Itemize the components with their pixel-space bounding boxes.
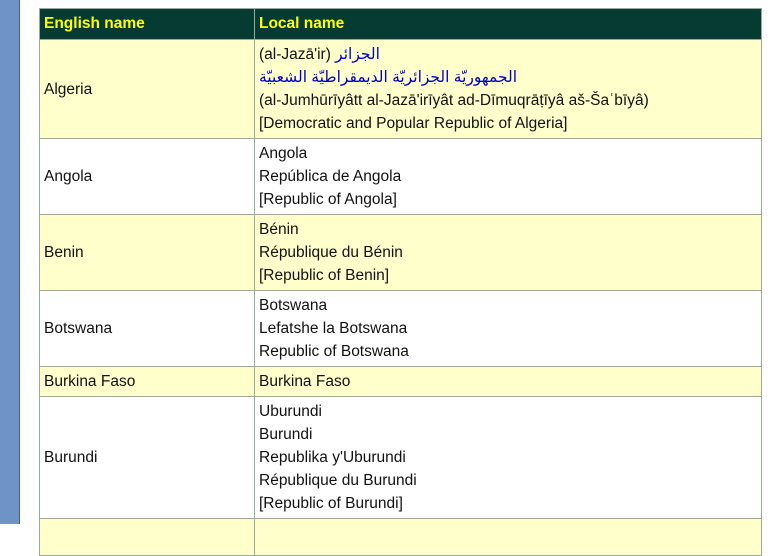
local-name-latin-text: (al-Jumhūrīyâtt al-Jazā'irīyât ad-Dīmuqrāṭīyâ aš-Šaʿbīyâ)	[259, 92, 649, 109]
local-name-latin-text: [Republic of Angola]	[259, 191, 397, 208]
local-name-cell	[255, 519, 762, 556]
country-names-table-container	[39, 8, 761, 556]
english-name-cell: Algeria	[40, 40, 255, 139]
local-name-latin-text: Republika y'Uburundi	[259, 449, 406, 466]
table-header-row	[40, 9, 762, 40]
local-name-line	[259, 218, 757, 241]
local-name-cell	[255, 40, 762, 139]
local-name-header: Local name	[255, 9, 762, 40]
local-name-line	[259, 294, 757, 317]
local-name-latin-text: Burkina Faso	[259, 373, 351, 390]
table-row	[40, 40, 762, 139]
local-name-cell	[255, 367, 762, 397]
english-name-cell: Benin	[40, 215, 255, 291]
local-name-latin-text: Republic of Botswana	[259, 343, 409, 360]
local-name-line	[259, 142, 757, 165]
local-name-latin-text: République du Burundi	[259, 472, 417, 489]
table-row	[40, 519, 762, 556]
local-name-line	[259, 264, 757, 287]
left-sidebar-strip	[0, 0, 20, 524]
local-name-cell	[255, 139, 762, 215]
english-name-cell: Botswana	[40, 291, 255, 367]
local-name-line	[259, 469, 757, 492]
local-name-latin-text: Uburundi	[259, 403, 322, 420]
local-name-arabic-text: الجمهوريّة الجزائريّة الديمقراطيّة الشعبيّة	[259, 69, 518, 86]
local-name-line	[259, 112, 757, 135]
local-name-cell	[255, 215, 762, 291]
table-row	[40, 367, 762, 397]
english-name-header: English name	[40, 9, 255, 40]
local-name-latin-text: República de Angola	[259, 168, 402, 185]
local-name-line	[259, 43, 757, 66]
english-name-cell	[40, 519, 255, 556]
local-name-latin-text: République du Bénin	[259, 244, 403, 261]
country-names-table	[39, 8, 762, 556]
english-name-cell: Burundi	[40, 397, 255, 519]
local-name-line	[259, 400, 757, 423]
table-body	[40, 40, 762, 556]
english-name-cell: Burkina Faso	[40, 367, 255, 397]
local-name-line	[259, 188, 757, 211]
local-name-line	[259, 165, 757, 188]
english-name-cell: Angola	[40, 139, 255, 215]
table-row	[40, 215, 762, 291]
table-row	[40, 139, 762, 215]
local-name-latin-text: Angola	[259, 145, 308, 162]
local-name-line	[259, 89, 757, 112]
local-name-line	[259, 66, 757, 89]
local-name-latin-text: [Republic of Benin]	[259, 267, 390, 284]
local-name-line	[259, 317, 757, 340]
local-name-line	[259, 423, 757, 446]
local-name-line	[259, 241, 757, 264]
local-name-line	[259, 370, 757, 393]
local-name-latin-text: Botswana	[259, 297, 328, 314]
local-name-line	[259, 446, 757, 469]
local-name-latin-text: [Democratic and Popular Republic of Algeria]	[259, 115, 568, 132]
local-name-arabic-text: الجزائر	[335, 46, 380, 63]
local-name-line	[259, 340, 757, 363]
local-name-cell	[255, 397, 762, 519]
local-name-latin-text: Burundi	[259, 426, 313, 443]
local-name-latin-text: Lefatshe la Botswana	[259, 320, 408, 337]
local-name-latin-text: Bénin	[259, 221, 299, 238]
table-row	[40, 397, 762, 519]
local-name-cell	[255, 291, 762, 367]
local-name-latin-text: [Republic of Burundi]	[259, 495, 403, 512]
local-name-latin-text: (al-Jazā'ir)	[259, 46, 336, 63]
table-row	[40, 291, 762, 367]
local-name-line	[259, 492, 757, 515]
